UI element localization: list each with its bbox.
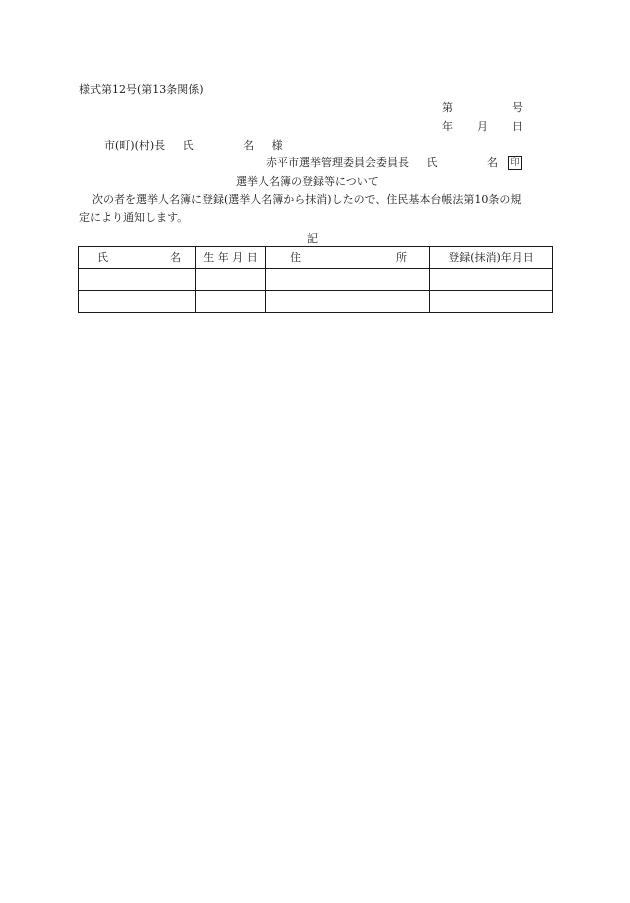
cell-address: [266, 269, 430, 291]
form-number: 様式第12号(第13条関係): [79, 83, 204, 96]
date-year-label: 年: [442, 120, 453, 133]
doc-number-suffix: 号: [512, 101, 523, 114]
cell-birthdate: [196, 291, 266, 313]
date-day-label: 日: [512, 120, 523, 133]
sender-line: [266, 157, 498, 168]
cell-birthdate: [196, 269, 266, 291]
cell-registration-date: [430, 269, 553, 291]
recipient-honorific: 様: [271, 139, 283, 152]
cell-name: [79, 291, 196, 313]
recipient-prefix: 市(町)(村)長: [104, 139, 166, 152]
header-address: [266, 247, 430, 269]
cell-registration-date: [430, 291, 553, 313]
seal-box: 印: [508, 156, 522, 170]
doc-number-label: 第: [442, 101, 453, 114]
cell-address: [266, 291, 430, 313]
table-row: [79, 291, 553, 313]
header-name-shi: 氏: [97, 251, 108, 264]
body-text-line2: 定により通知します。: [79, 211, 189, 224]
header-name: [79, 247, 196, 269]
table-header-row: [79, 247, 553, 269]
sender-shi: 氏: [426, 156, 438, 169]
records-table: [78, 246, 553, 313]
ki-heading: 記: [307, 232, 318, 245]
recipient-line: [104, 140, 283, 151]
subject-title: 選挙人名簿の登録等について: [236, 175, 379, 188]
header-registration-date: 登録(抹消)年月日: [430, 247, 553, 269]
cell-name: [79, 269, 196, 291]
header-address-ju: 住: [290, 251, 301, 264]
sender-mei: 名: [487, 156, 498, 169]
header-address-sho: 所: [396, 251, 407, 264]
recipient-mei: 名: [243, 139, 255, 152]
header-birthdate: 生 年 月 日: [196, 247, 266, 269]
recipient-shi: 氏: [182, 139, 194, 152]
table-row: [79, 269, 553, 291]
date-month-label: 月: [477, 120, 488, 133]
sender-title: 赤平市選挙管理委員会委員長: [266, 156, 409, 169]
header-name-mei: 名: [170, 251, 181, 264]
body-text-line1: 次の者を選挙人名簿に登録(選挙人名簿から抹消)したので、住民基本台帳法第10条の規: [92, 193, 522, 206]
